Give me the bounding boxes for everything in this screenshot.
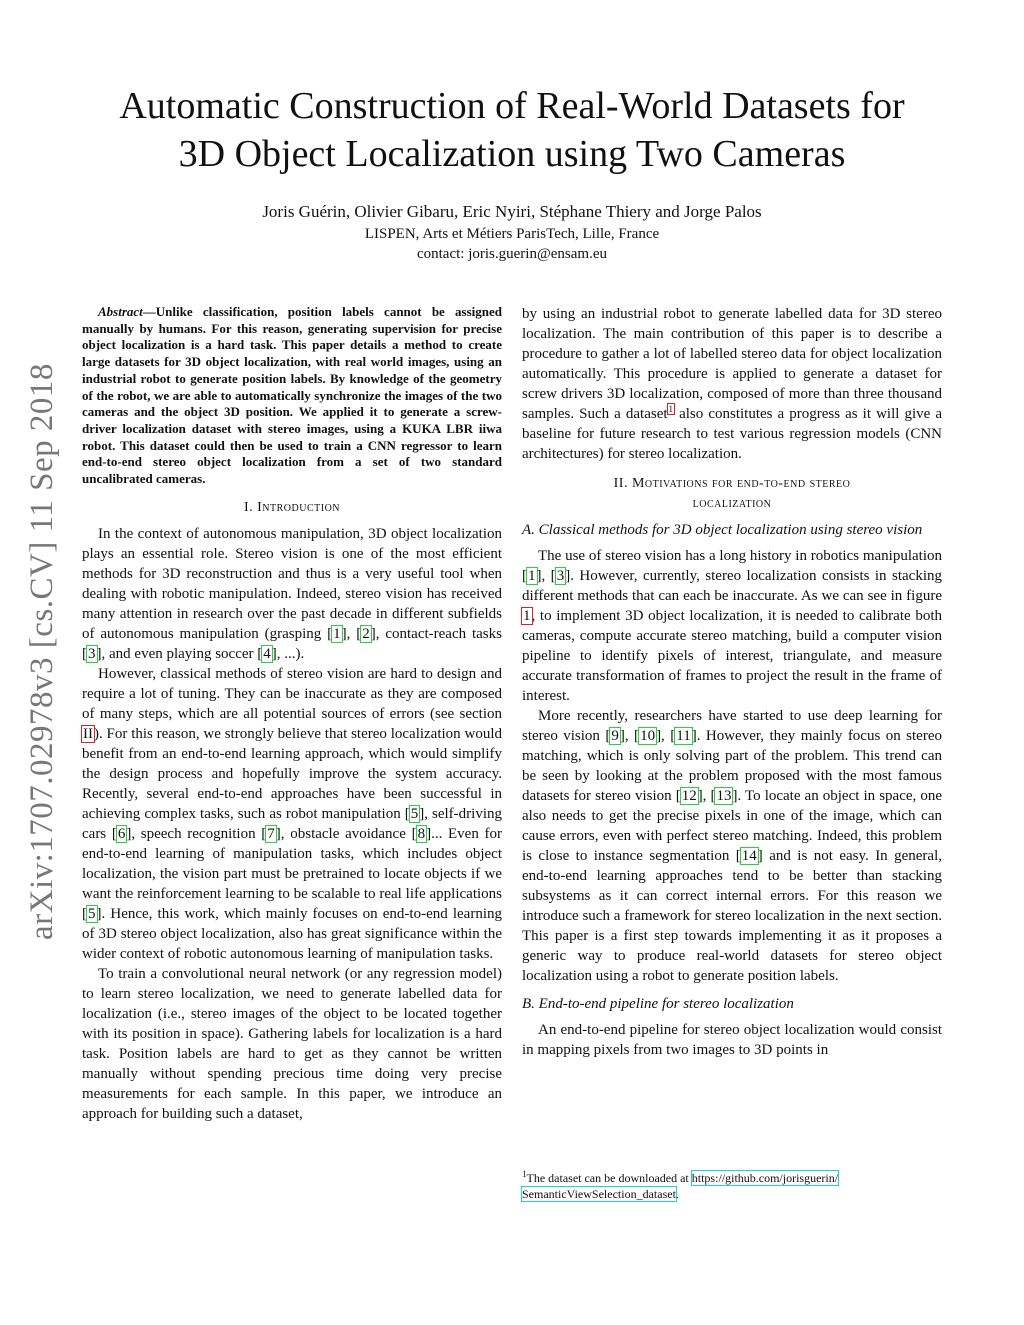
citation-link[interactable]: 2 xyxy=(362,625,370,642)
citation-link[interactable]: 6 xyxy=(117,825,126,842)
citation-link[interactable]: 14 xyxy=(741,848,757,864)
arxiv-identifier: arXiv:1707.02978v3 [cs.CV] 11 Sep 2018 xyxy=(24,363,60,940)
footnote-text: The dataset can be downloaded at xyxy=(526,1171,692,1185)
intro-paragraph-2: However, classical methods of stereo vision are hard to design and require a lot of tuning. They can be inaccurate as they are composed of many steps, which are all potential sources of errors (see section II). For this reason, we strongly believe that stereo localization would benefit from an end-to-end learning approach, which would simplify the design process and hopefully improve the system accuracy. Recently, several end-to-end approaches have been successful in achieving complex tasks, such as robot manipulation [5], self-driving cars [6], speech recognition [7], obstacle avoidance [8]... Even for end-to-end learning of manipulation tasks, which includes object localization, the vision part must be pretrained to locate objects if we want the reinforcement learning to be scalable to real life applications [5]. Hence, this work, which mainly focuses on end-to-end learning of 3D stereo object localization, also has great significance within the wider context of robotic autonomous learning of manipulation tasks. xyxy=(82,665,503,962)
title-line-2: 3D Object Localization using Two Cameras xyxy=(178,133,846,175)
abstract xyxy=(82,304,502,488)
citation-link[interactable]: 8 xyxy=(417,825,426,842)
motivation-paragraph-2: More recently, researchers have started to use deep learning for stereo vision [9], [10], [11]. However, they mainly focus on stereo matching, which is only solving part of the problem. This trend can be seen by looking at the problem proposed with the most famous datasets for stereo vision [12], [13]. To locate an object in space, one also needs to get the precise pixels in one of the image, which can cause errors, even with perfect stereo matching. Indeed, this problem is close to instance segmentation [14] and is not easy. In general, end-to-end learning approaches tend to be better than stacking subsystems as it can correct internal errors. For this reason we introduce such a framework for stereo localization in the next section. This paper is a first step towards implementing it as it proposes a generic way to produce real-world datasets for stereo object localization using a robot to generate position labels. xyxy=(522,708,943,984)
abstract-lead: Abstract xyxy=(98,304,143,319)
citation-link[interactable]: 10 xyxy=(640,728,656,744)
citation-link[interactable]: 12 xyxy=(681,788,697,804)
subsection-heading-a: A. Classical methods for 3D object localization using stereo vision xyxy=(522,522,923,538)
citation-link[interactable]: 5 xyxy=(88,905,96,922)
citation-link[interactable]: 11 xyxy=(676,728,691,744)
dataset-url-link[interactable]: https://github.com/jorisguerin/ SemanticViewSelection_dataset xyxy=(522,1171,839,1201)
motivation-paragraph-1: The use of stereo vision has a long history in robotics manipulation [1], [3]. However, currently, stereo localization consists in stacking different methods that can each be inaccurate. As we can see in figure 1, to implement 3D object localization, it is needed to calibrate both cameras, compute accurate stereo matching, build a computer vision pipeline to identify pixels of interest, triangulate, and measure accurate transformation of frames to project the result in the frame of interest. xyxy=(522,548,942,704)
paper-title xyxy=(60,82,964,178)
intro-paragraph-3: To train a convolutional neural network (or any regression model) to learn stereo localization, we need to generate labelled data for localization (i.e., stereo images of the object to be located together with its position in space). Gathering labels for localization is a hard task. Position labels are hard to get as they cannot be written manually without spending precious time doing very precise measurements for each sample. In this paper, we introduce an approach for building such a dataset, xyxy=(82,965,502,1122)
intro-paragraph-1: In the context of autonomous manipulation, 3D object localization plays an essential role. Stereo vision is one of the most efficient methods for 3D reconstruction and thus is a very useful tool when dealing with robotic manipulation. Indeed, stereo vision has received many attention in research over the past decade in different subfields of autonomous manipulation (grasping [1], [2], contact-reach tasks [3], and even playing soccer [4], ...). xyxy=(82,525,502,662)
citation-link[interactable]: 13 xyxy=(716,788,732,804)
abstract-text: —Unlike classification, position labels cannot be assigned manually by humans. For this reason, generating supervision for precise object localization is a hard task. This paper details a method to create large datasets for 3D object localization, with real world images, using an industrial robot to generate position labels. By knowledge of the geometry of the robot, we are able to automatically synchronize the images of the two cameras and the object 3D position. We applied it to generate a screw-driver localization dataset with stereo images, using a KUKA LBR iiwa robot. This dataset could then be used to train a CNN regressor to learn end-to-end stereo object localization from a set of two standard uncalibrated cameras. xyxy=(82,304,502,487)
citation-link[interactable]: 7 xyxy=(267,825,275,842)
figure-link[interactable]: 1 xyxy=(523,608,531,624)
author-list: Joris Guérin, Olivier Gibaru, Eric Nyiri, Stéphane Thiery and Jorge Palos xyxy=(262,202,762,221)
intro-paragraph-4: by using an industrial robot to generate labelled data for 3D stereo localization. The main contribution of this paper is to describe a procedure to gather a lot of labelled stereo data for object localization automatically. This procedure is applied to generate a dataset for screw drivers 3D localization, composed of more than three thousand samples. Such a dataset$^1$ also constitutes a progress as it will give a baseline for future research to test various regression models (CNN architectures) for stereo localization. xyxy=(522,306,942,462)
citation-link[interactable]: 1 xyxy=(333,625,341,642)
citation-link[interactable]: 1 xyxy=(528,568,536,584)
citation-link[interactable]: 9 xyxy=(611,728,619,744)
footnote: $^1$The dataset can be downloaded at https://github.com/jorisguerin/ SemanticViewSelection_dataset. xyxy=(522,1169,839,1201)
section-heading-motivations: II. Motivations for end-to-end stereo localization xyxy=(613,476,851,511)
footnote-mark: 1 xyxy=(522,1169,527,1179)
title-line-1: Automatic Construction of Real-World Datasets for xyxy=(119,85,905,127)
citation-link[interactable]: 4 xyxy=(263,645,271,662)
citation-link[interactable]: 5 xyxy=(410,805,419,822)
right-column xyxy=(522,304,942,1060)
section-link[interactable]: II xyxy=(83,725,93,742)
section-heading-introduction: I. Introduction xyxy=(243,499,341,515)
citation-link[interactable]: 3 xyxy=(556,568,565,584)
footnote-link[interactable]: 1 xyxy=(668,404,674,414)
contact-email: contact: joris.guerin@ensam.eu xyxy=(416,246,607,262)
subsection-heading-b: B. End-to-end pipeline for stereo localization xyxy=(522,996,794,1012)
citation-link[interactable]: 3 xyxy=(88,645,96,662)
left-column xyxy=(82,304,502,1124)
affiliation: LISPEN, Arts et Métiers ParisTech, Lille, France xyxy=(364,226,660,242)
pipeline-paragraph-1: An end-to-end pipeline for stereo object localization would consist in mapping pixels from two images to 3D points in xyxy=(522,1022,942,1058)
